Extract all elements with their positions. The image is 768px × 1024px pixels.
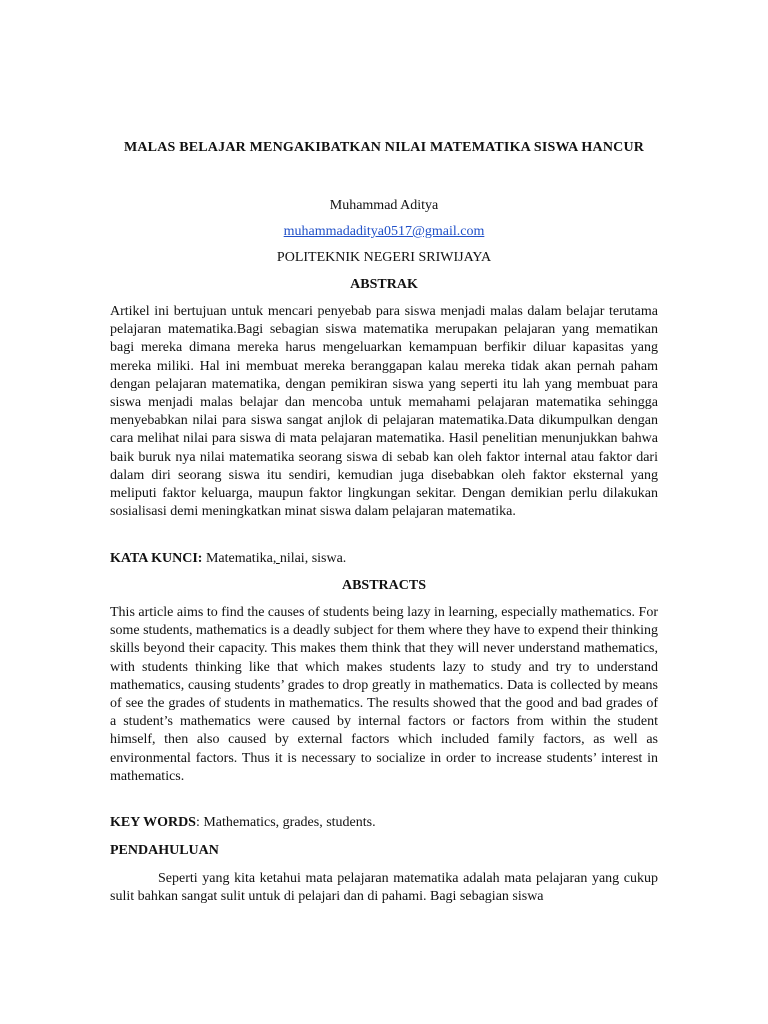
kata-kunci-text-3: nilai, siswa. xyxy=(279,551,347,566)
abstrak-heading: ABSTRAK xyxy=(350,277,418,292)
author-name: Muhammad Aditya xyxy=(329,198,439,213)
pendahuluan-heading: PENDAHULUAN xyxy=(110,843,219,858)
kata-kunci-text-2: , xyxy=(272,551,280,566)
paper-title: MALAS BELAJAR MENGAKIBATKAN NILAI MATEMATIKA SISWA HANCUR xyxy=(123,140,645,155)
author-email xyxy=(110,223,658,241)
kata-kunci-text-1: Matematika xyxy=(202,551,273,566)
key-words-text: : Mathematics, grades, students. xyxy=(195,815,376,830)
key-words-label: KEY WORDS xyxy=(110,815,196,830)
kata-kunci xyxy=(110,550,658,568)
email-link[interactable]: muhammadaditya0517@gmail.com xyxy=(283,224,485,239)
kata-kunci-label: KATA KUNCI: xyxy=(110,551,203,566)
key-words xyxy=(110,814,658,832)
pendahuluan-body: Seperti yang kita ketahui mata pelajaran matematika adalah mata pelajaran yang cukup sulit bahkan sangat sulit untuk di pelajari dan di pahami. Bagi sebagian siswa xyxy=(110,871,658,905)
abstracts-body: This article aims to find the causes of students being lazy in learning, especially mathematics. For some students, mathematics is a deadly subject for them where they have to expend their thinking skills beyond their capacity. This makes them think that they will never understand mathematics, with students thinking like that which makes students lazy to study and try to understand mathematics, causing students’ grades to drop greatly in mathematics. Data is collected by means of see the grades of students in mathematics. The results showed that the good and bad grades of a student’s mathematics were caused by internal factors or factors from within the student himself, then also caused by external factors which included family factors, as well as environmental factors. Thus it is necessary to socialize in order to increase students’ interest in mathematics. xyxy=(110,605,658,784)
abstrak-body: Artikel ini bertujuan untuk mencari penyebab para siswa menjadi malas dalam belajar terutama pelajaran matematika.Bagi sebagian siswa matematika merupakan pelajaran yang mematikan bagi mereka dimana mereka harus mengeluarkan kemampuan berfikir diluar kapasitas yang mereka miliki. Hal ini membuat mereka beranggapan kalau mereka tidak akan pernah paham dengan pelajaran matematika, dengan pemikiran siswa yang seperti itu lah yang membuat para siswa menjadi malas belajar dan mencoba untuk memahami pelajaran matematika sehingga menyebabkan nilai para siswa sangat anjlok di pelajaran matematika.Data dikumpulkan dengan cara melihat nilai para siswa di mata pelajaran matematika. Hasil penelitian menunjukkan bahwa baik buruk nya nilai matematika seorang siswa di sebab kan oleh faktor internal atau faktor dari dalam diri seorang siswa itu sendiri, kemudian juga disebabkan oleh faktor eksternal yang meliputi faktor keluarga, maupun faktor lingkungan sekitar. Dengan demikian perlu dilakukan sosialisasi demi meningkatkan minat siswa dalam pelajaran matematika. xyxy=(110,304,658,520)
abstracts-heading: ABSTRACTS xyxy=(341,578,427,593)
author-affiliation: POLITEKNIK NEGERI SRIWIJAYA xyxy=(276,250,492,265)
